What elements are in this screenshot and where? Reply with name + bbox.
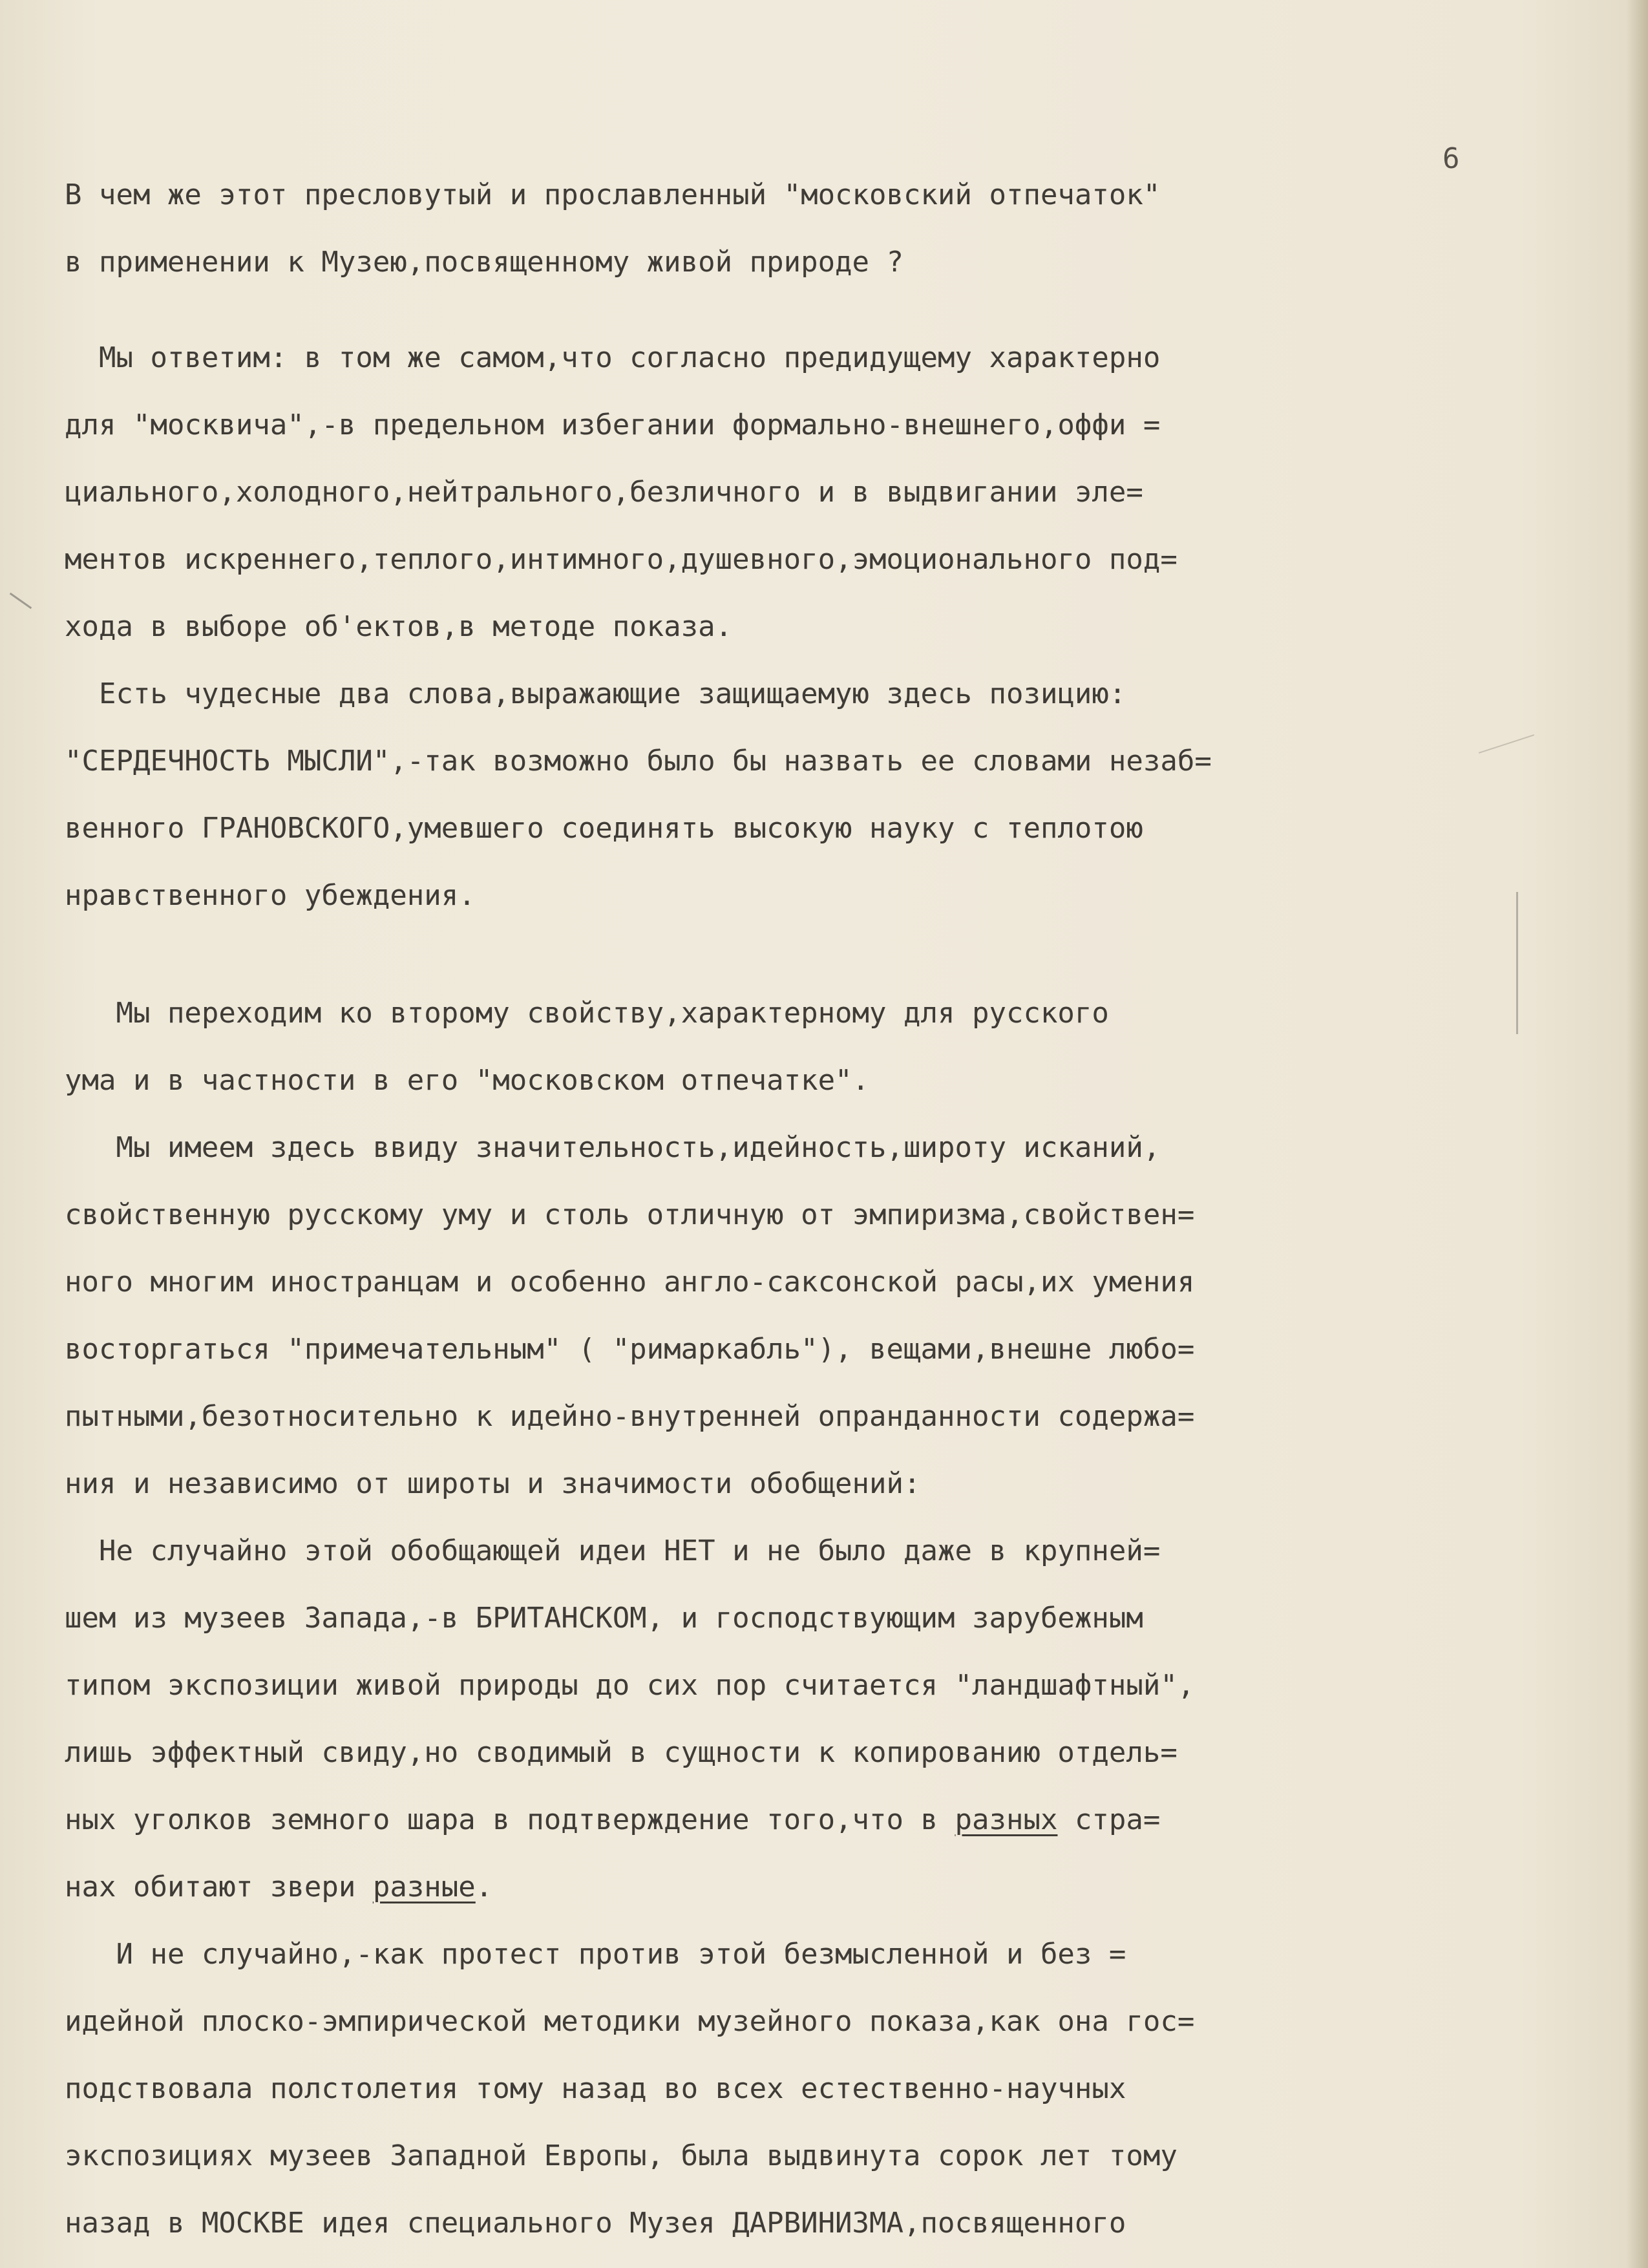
- text-line: свойственную русскому уму и столь отличную от эмпиризма,свойствен=: [65, 1198, 1195, 1231]
- text-line: в применении к Музею,посвященному живой природе ?: [65, 246, 904, 279]
- text-line: венного ГРАНОВСКОГО,умевшего соединять высокую науку с теплотою: [65, 812, 1143, 845]
- text-line: Не случайно этой обобщающей идеи НЕТ и не было даже в крупней=: [65, 1534, 1161, 1567]
- text-line: ментов искреннего,теплого,интимного,душевного,эмоционального под=: [65, 543, 1178, 576]
- text-line: экспозициях музеев Западной Европы, была выдвинута сорок лет тому: [65, 2139, 1178, 2172]
- text-line: хода в выборе об'ектов,в методе показа.: [65, 610, 733, 643]
- underlined-word: разных: [955, 1803, 1058, 1836]
- underlined-word: разные: [372, 1871, 476, 1903]
- margin-tick-mark: [10, 593, 32, 609]
- text-line: ного многим иностранцам и особенно англо-саксонской расы,их умения: [65, 1266, 1195, 1298]
- text-line: Мы имеем здесь ввиду значительность,идейность,широту исканий,: [65, 1131, 1161, 1164]
- text-line: Мы переходим ко второму свойству,характерному для русского: [65, 997, 1109, 1030]
- text-line: шем из музеев Запада,-в БРИТАНСКОМ, и господствующим зарубежным: [65, 1602, 1143, 1635]
- page-number: 6: [1442, 142, 1460, 175]
- text-line: пытными,безотносительно к идейно-внутренней опранданности содержа=: [65, 1400, 1195, 1433]
- text-line: В чем же этот пресловутый и прославленный "московский отпечаток": [65, 178, 1161, 211]
- text-line: восторгаться "примечательным" ( "римаркабль"), вещами,внешне любо=: [65, 1333, 1195, 1366]
- text-line: типом экспозиции живой природы до сих пор считается "ландшафтный",: [65, 1669, 1195, 1702]
- text-line: И не случайно,-как протест против этой безмысленной и без =: [65, 1938, 1126, 1971]
- text-line: "СЕРДЕЧНОСТЬ МЫСЛИ",-так возможно было бы назвать ее словами незаб=: [65, 745, 1212, 778]
- text-line: нравственного убеждения.: [65, 879, 476, 912]
- text-line: идейной плоско-эмпирической методики музейного показа,как она гос=: [65, 2005, 1195, 2038]
- text-line: назад в МОСКВЕ идея специального Музея ДАРВИНИЗМА,посвященного: [65, 2207, 1126, 2240]
- margin-pencil-stroke: [1516, 892, 1518, 1034]
- text-line: ума и в частности в его "московском отпечатке".: [65, 1064, 870, 1097]
- text-line-underlined: нах обитают звери разные.: [65, 1871, 493, 1903]
- text-line: для "москвича",-в предельном избегании формально-внешнего,оффи =: [65, 408, 1161, 441]
- text-line: лишь эффектный свиду,но сводимый в сущности к копированию отдель=: [65, 1736, 1178, 1769]
- text-line-underlined: ных уголков земного шара в подтверждение того,что в разных стра=: [65, 1803, 1161, 1836]
- text-line: Есть чудесные два слова,выражающие защищаемую здесь позицию:: [65, 677, 1126, 710]
- text-line: ния и независимо от широты и значимости обобщений:: [65, 1467, 921, 1500]
- text-line: подствовала полстолетия тому назад во всех естественно-научных: [65, 2072, 1126, 2105]
- text-line: Мы ответим: в том же самом,что согласно предидущему характерно: [65, 341, 1161, 374]
- text-line: циального,холодного,нейтрального,безличного и в выдвигании эле=: [65, 476, 1143, 509]
- page-body: [65, 162, 1603, 2257]
